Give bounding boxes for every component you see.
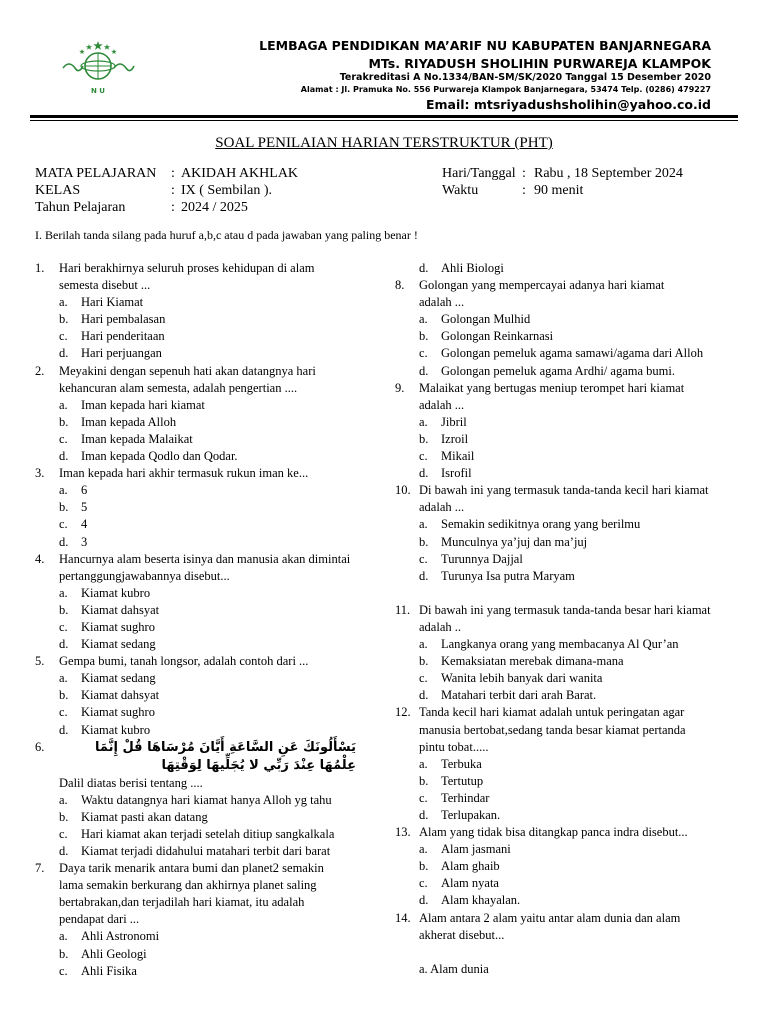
question-number: 2. [35,363,45,378]
header-divider-thick [30,115,738,118]
option-text: Ahli Geologi [81,946,147,961]
info-label: MATA PELAJARAN [35,166,157,181]
arabic-verse-line [35,757,370,775]
question-item [35,465,370,482]
answer-option [395,961,740,978]
option-letter: c. [419,671,428,686]
answer-option [395,756,740,773]
info-row-class [35,182,385,199]
info-sep: : [522,183,526,198]
answer-option [35,792,370,809]
option-text: Kiamat terjadi didahului matahari terbit dari barat [81,844,331,858]
question-text: kehancuran alam semesta, adalah pengertian .... [59,380,298,395]
question-item [395,277,740,294]
option-letter: c. [419,790,428,805]
question-text-continued [35,568,370,585]
answer-option [395,311,740,328]
answer-option [395,670,740,687]
header-divider-thin [30,120,738,121]
question-number: 4. [35,551,45,566]
option-text: Waktu datangnya hari kiamat hanya Alloh yg tahu [81,792,332,807]
question-text: adalah .. [419,619,461,634]
question-text: Meyakini dengan sepenuh hati akan datangnya hari [59,363,316,378]
info-sep: : [171,166,175,181]
answer-option [35,928,370,945]
answer-option [395,448,740,465]
answer-option [395,431,740,448]
info-value: 2024 / 2025 [181,200,248,215]
answer-option [35,448,370,465]
info-label: KELAS [35,183,81,198]
answer-option [35,670,370,687]
question-item [395,482,740,499]
option-letter: a. [59,483,68,498]
nu-logo [58,38,138,98]
info-row-time [442,182,742,199]
option-letter: b. [419,859,429,874]
option-letter: d. [419,893,429,908]
option-letter: d. [59,844,69,858]
option-letter: b. [59,946,69,961]
option-letter: c. [59,963,68,978]
option-text: Hari Kiamat [81,295,144,310]
option-letter: c. [419,346,428,361]
option-letter: d. [59,722,69,737]
address: Alamat : Jl. Pramuka No. 556 Purwareja Klampok Banjarnegara, 53474 Telp. (0286) 479227 [300,85,711,94]
option-letter: a. [59,671,68,686]
question-text-continued [395,927,740,944]
logo-letters: N U [91,87,105,95]
answer-option [395,653,740,670]
option-letter: d. [419,808,429,822]
email: Email: mtsriyadushsholihin@yahoo.co.id [425,97,711,112]
option-letter: a. [59,585,68,600]
question-item [35,260,370,277]
option-letter: c. [59,329,68,344]
option-text: 5 [81,500,88,515]
option-text: Wanita lebih banyak dari wanita [441,671,603,686]
option-text: Ahli Fisika [81,963,137,978]
question-text: lama semakin berkurang dan akhirnya planet saling [59,878,317,893]
option-text: Turunnya Dajjal [441,551,523,566]
option-letter: d. [419,261,429,275]
answer-option [395,534,740,551]
option-text: Alam nyata [441,876,499,891]
option-text: Hari perjuangan [81,346,162,361]
arabic-verse-line [35,739,370,757]
option-letter: a. [419,756,428,771]
option-letter: b. [59,312,69,327]
option-text: Ahli Biologi [441,261,504,275]
answer-option [395,841,740,858]
option-text: Ahli Astronomi [81,929,160,944]
option-text: Kiamat kubro [81,585,151,600]
option-text: Terhindar [441,790,490,805]
question-text: Hari berakhirnya seluruh proses kehidupan di alam [59,261,315,275]
question-number: 3. [35,466,45,481]
question-text: Daya tarik menarik antara bumi dan planet2 semakin [59,861,324,876]
question-text-continued [395,499,740,516]
answer-option [395,875,740,892]
question-number: 12. [395,705,411,720]
option-letter: d. [419,363,429,378]
option-letter: b. [59,809,69,824]
question-item [35,653,370,670]
answer-option [35,826,370,843]
option-letter: c. [59,431,68,446]
option-letter: c. [59,517,68,532]
option-letter: d. [59,534,69,549]
option-letter: b. [419,329,429,344]
option-text: Hari pembalasan [81,312,166,327]
question-number: 1. [35,261,45,275]
question-text: Iman kepada hari akhir termasuk rukun iman ke... [59,466,309,481]
option-text: Iman kepada Alloh [81,414,177,429]
accreditation: Terakreditasi A No.1334/BAN-SM/SK/2020 Tanggal 15 Desember 2020 [339,72,711,83]
info-sep: : [522,166,526,181]
question-text: adalah ... [419,500,465,515]
option-text: Iman kepada hari kiamat [81,397,205,412]
question-column-left [35,260,370,980]
option-letter: c. [59,619,68,634]
answer-option [395,328,740,345]
option-text: 4 [81,517,88,532]
option-letter: d. [59,346,69,361]
question-text: Tanda kecil hari kiamat adalah untuk peringatan agar [419,705,685,720]
option-text: a. Alam dunia [419,961,489,976]
option-letter: a. [59,295,68,310]
answer-option [35,636,370,653]
info-row-date [442,165,742,182]
option-text: Mikail [441,449,475,464]
instruction: I. Berilah tanda silang pada huruf a,b,c atau d pada jawaban yang paling benar ! [35,228,418,242]
arabic-verse: عِلْمُهَا عِنْدَ رَبِّي لا يُجَلِّيهَا لِوَقْتِهَا [161,757,356,773]
answer-option [35,294,370,311]
answer-option [35,414,370,431]
option-text: Hari penderitaan [81,329,165,344]
question-text-continued [35,775,370,792]
question-text-continued [35,911,370,928]
page-title: SOAL PENILAIAN HARIAN TERSTRUKTUR (PHT) [215,135,553,151]
option-text: Izroil [441,431,469,446]
option-letter: b. [419,534,429,549]
option-text: Kemaksiatan merebak dimana-mana [441,654,624,669]
answer-option [395,807,740,824]
option-letter: b. [59,500,69,515]
option-text: Kiamat kubro [81,722,151,737]
question-text: Hancurnya alam beserta isinya dan manusia akan dimintai [59,551,351,566]
answer-option [35,809,370,826]
answer-option [395,636,740,653]
question-text: Malaikat yang bertugas meniup terompet hari kiamat [419,380,685,395]
question-text-continued [395,739,740,756]
question-item [35,551,370,568]
info-label: Tahun Pelajaran [35,200,126,215]
option-letter: c. [59,705,68,720]
question-item [395,380,740,397]
info-label: Waktu [442,183,479,198]
option-text: Langkanya orang yang membacanya Al Qur’an [441,637,679,652]
arabic-verse: يَسْأَلُونَكَ عَنِ السَّاعَةِ أَيَّانَ مُرْسَاهَا قُلْ إِنَّمَا [94,739,356,755]
info-sep: : [171,200,175,215]
info-sep: : [171,183,175,198]
option-letter: d. [419,688,429,703]
question-text-continued [35,877,370,894]
option-letter: b. [419,654,429,669]
answer-option [35,585,370,602]
option-text: Kiamat dahsyat [81,602,160,617]
answer-option [35,687,370,704]
option-text: Alam jasmani [441,842,511,857]
option-text: Alam khayalan. [441,893,521,908]
answer-option [395,465,740,482]
answer-option [395,260,740,277]
answer-option [395,345,740,362]
question-number: 11. [395,602,411,617]
option-letter: b. [59,414,69,429]
option-letter: d. [419,568,429,583]
option-letter: a. [419,637,428,652]
question-item [35,860,370,877]
option-text: Golongan pemeluk agama Ardhi/ agama bumi. [441,363,675,378]
option-text: Golongan Reinkarnasi [441,329,554,344]
option-letter: a. [419,312,428,327]
option-letter: c. [59,826,68,841]
info-label: Hari/Tanggal [442,166,516,181]
question-text-continued [395,722,740,739]
question-text: adalah ... [419,397,465,412]
option-text: Terlupakan. [441,808,501,822]
question-item [395,910,740,927]
option-letter: d. [59,449,69,464]
question-number: 10. [395,483,411,498]
answer-option [35,722,370,739]
question-item [395,602,740,619]
answer-option [35,311,370,328]
question-text-continued [35,894,370,911]
question-text-continued [395,294,740,311]
school-name: MTs. RIYADUSH SHOLIHIN PURWAREJA KLAMPOK [368,56,711,71]
info-value: 90 menit [534,183,584,198]
question-number: 9. [395,380,405,395]
answer-option [395,414,740,431]
question-text: adalah ... [419,295,465,310]
option-text: Golongan Mulhid [441,312,531,327]
option-text: Golongan pemeluk agama samawi/agama dari Alloh [441,346,704,361]
question-text: pendapat dari ... [59,912,140,927]
option-letter: b. [419,773,429,788]
question-text: Di bawah ini yang termasuk tanda-tanda kecil hari kiamat [419,483,709,498]
question-text: semesta disebut ... [59,278,151,293]
answer-option [395,790,740,807]
option-letter: a. [419,414,428,429]
question-column-right [395,260,740,978]
option-letter: c. [419,449,428,464]
option-text: Tertutup [441,773,484,788]
question-text-continued [395,397,740,414]
answer-option [35,328,370,345]
option-text: Terbuka [441,756,482,771]
question-number: 7. [35,861,45,876]
question-item [395,704,740,721]
question-text: pintu tobat..... [419,739,489,754]
option-letter: a. [59,397,68,412]
option-text: Hari kiamat akan terjadi setelah ditiup sangkalkala [81,826,335,841]
answer-option [35,499,370,516]
question-number: 13. [395,825,411,840]
option-text: Kiamat sedang [81,637,156,652]
question-text: akherat disebut... [419,927,505,942]
option-text: Kiamat dahsyat [81,688,160,703]
info-right [442,165,742,199]
question-text: manusia bertobat,sedang tanda besar kiamat pertanda [419,722,686,737]
question-item [395,824,740,841]
answer-option [35,619,370,636]
info-value: IX ( Sembilan ). [181,183,272,198]
answer-option [395,568,740,585]
question-number: 8. [395,278,405,293]
option-text: Isrofil [441,466,472,481]
option-letter: c. [419,876,428,891]
answer-option [35,843,370,860]
question-text-continued [35,277,370,294]
option-text: Matahari terbit dari arah Barat. [441,688,597,703]
question-text: Di bawah ini yang termasuk tanda-tanda besar hari kiamat [419,602,711,617]
option-text: Iman kepada Qodlo dan Qodar. [81,449,238,464]
answer-option [35,482,370,499]
option-letter: a. [419,842,428,857]
answer-option [395,687,740,704]
option-letter: a. [59,929,68,944]
option-text: Munculnya ya’juj dan ma’juj [441,534,588,549]
option-text: Jibril [441,414,467,429]
option-letter: a. [59,792,68,807]
option-text: Semakin sedikitnya orang yang berilmu [441,517,641,532]
info-left [35,165,385,216]
question-text: bertabrakan,dan terjadilah hari kiamat, itu adalah [59,895,305,910]
answer-option [35,345,370,362]
option-text: Kiamat sedang [81,671,156,686]
answer-option [35,397,370,414]
option-text: Kiamat pasti akan datang [81,809,208,824]
option-text: Kiamat sughro [81,619,155,634]
answer-option [35,963,370,980]
answer-option [395,551,740,568]
blank-line [395,585,740,602]
answer-option [395,773,740,790]
answer-option [35,431,370,448]
question-number: 6. [35,739,45,754]
answer-option [35,516,370,533]
question-text: Gempa bumi, tanah longsor, adalah contoh dari ... [59,654,309,669]
question-text-continued [395,619,740,636]
info-value: Rabu , 18 September 2024 [534,166,683,181]
answer-option [35,602,370,619]
option-text: 3 [81,534,88,549]
option-letter: d. [59,637,69,652]
blank-line [395,944,740,961]
answer-option [395,892,740,909]
option-text: Alam ghaib [441,859,500,874]
option-letter: b. [419,431,429,446]
answer-option [395,363,740,380]
question-text: Golongan yang mempercayai adanya hari kiamat [419,278,665,293]
question-number: 14. [395,910,411,925]
option-letter: d. [419,466,429,481]
question-number: 5. [35,654,45,669]
option-text: Kiamat sughro [81,705,155,720]
answer-option [35,946,370,963]
option-letter: b. [59,602,69,617]
info-row-subject [35,165,385,182]
question-text: Dalil diatas berisi tentang .... [59,775,203,790]
info-value: AKIDAH AKHLAK [181,166,299,181]
question-text: Alam yang tidak bisa ditangkap panca indra disebut... [419,825,688,840]
info-row-year [35,199,385,216]
answer-option [35,534,370,551]
answer-option [395,858,740,875]
option-text: Turunya Isa putra Maryam [441,568,575,583]
question-text: Alam antara 2 alam yaitu antar alam dunia dan alam [419,910,681,925]
option-text: Iman kepada Malaikat [81,431,193,446]
option-text: 6 [81,483,88,498]
institution-name: LEMBAGA PENDIDIKAN MA’ARIF NU KABUPATEN BANJARNEGARA [259,38,711,53]
option-letter: b. [59,688,69,703]
answer-option [35,704,370,721]
question-text-continued [35,380,370,397]
question-text: pertanggungjawabannya disebut... [59,568,230,583]
question-item [35,363,370,380]
option-letter: a. [419,517,428,532]
answer-option [395,516,740,533]
option-letter: c. [419,551,428,566]
